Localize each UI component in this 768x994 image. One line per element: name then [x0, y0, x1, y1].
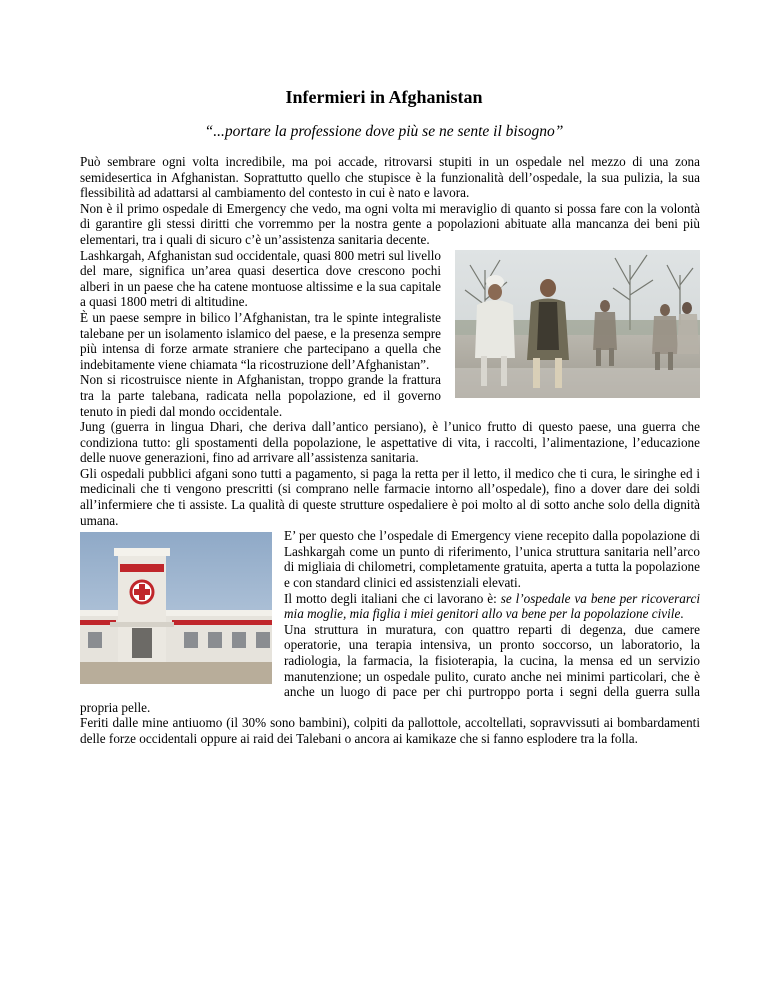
article-subtitle: “...portare la professione dove più se ne sente il bisogno” [204, 123, 564, 140]
paragraph-2: Non è il primo ospedale di Emergency che vedo, ma ogni volta mi meraviglio di quanto si possa fare con la volontà di garantire gli stessi diritti che vorremmo per la nostra gente a popolazioni abituate alla mancanza dei beni più elementari, tra i quali di sicuro c’è un’assistenza sanitaria decente. [80, 200, 700, 247]
photo-afghan-men-walking [455, 250, 700, 398]
paragraph-1: Può sembrare ogni volta incredibile, ma poi accade, ritrovarsi stupiti in un ospedale nel mezzo di una zona semidesertica in Afghanistan. Soprattutto quello che stupisce è la funzionalità dell’ospedale, la sua pulizia, la sua flessibilità ad adattarsi al cambiamento del contesto in cui è nato e lavora. [80, 154, 700, 201]
paragraph-3: Lashkargah, Afghanistan sud occidentale, quasi 800 metri sul livello del mare, significa un’area quasi desertica dove crescono pochi alberi in un paese che ha catene montuose altissime e la sua capitale a quasi 1800 metri di altitudine. [80, 247, 441, 310]
article-title: Infermieri in Afghanistan [285, 87, 483, 107]
motto-lead: Il motto degli italiani che ci lavorano è: [284, 590, 501, 606]
article-body [80, 154, 700, 747]
paragraph-4: È un paese sempre in bilico l’Afghanistan, tra le spinte integraliste talebane per un isolamento islamico del paese, e la presenza sempre più intensa di forze armate straniere che partecipano a quella che indebitamente viene chiamata “la ricostruzione dell’Afghanistan”. [80, 309, 441, 372]
paragraph-8: E’ per questo che l’ospedale di Emergency viene recepito dalla popolazione di Lashkargah come un punto di riferimento, l’unica struttura sanitaria nell’arco di migliaia di chilometri, completamente gratuita, aperta a tutta la popolazione e con standard clinici ed assistenziali elevati. [284, 528, 700, 591]
photo-emergency-hospital-building [80, 532, 272, 684]
paragraph-7: Gli ospedali pubblici afgani sono tutti a pagamento, si paga la retta per il letto, il medico che ti cura, le siringhe ed i medicinali che ti vengono prescritti (si comprano nelle farmacie intorno all’ospedale), fino a dover dare dei soldi all’infermiere che ti assiste. La qualità di queste strutture ospedaliere è poi molto al di sotto anche solo della dignità umana. [80, 465, 700, 528]
paragraph-10: Feriti dalle mine antiuomo (il 30% sono bambini), colpiti da pallottole, accoltellati, sopravvissuti ai bombardamenti delle forze occidentali oppure ai raid dei Talebani o ancora ai kamikaze che si fanno esplodere tra la folla. [80, 715, 700, 746]
motto-quote: se l’ospedale va bene per ricoverarci mia moglie, mia figlia i miei genitori allo va bene per la popolazione civile [284, 590, 700, 622]
paragraph-5: Non si ricostruisce niente in Afghanistan, troppo grande la frattura tra la parte talebana, radicata nella popolazione, ed il governo tenuto in piedi dal mondo occidentale. [80, 372, 441, 419]
motto-end: . [680, 606, 684, 622]
paragraph-6: Jung (guerra in lingua Dhari, che deriva dall’antico persiano), è l’unico frutto di questo paese, una guerra che condiziona tutto: gli spostamenti della popolazione, le aspettative di vita, i raccolti, l’alimentazione, l’educazione delle nuove generazioni, fino ad arrivare all’assistenza sanitaria. [80, 419, 700, 466]
paragraph-9: Una struttura in muratura, con quattro reparti di degenza, due camere operatorie, una terapia intensiva, un pronto soccorso, un laboratorio, la radiologia, la farmacia, la fisioterapia, la cucina, la mensa ed un servizio manutenzione; un ospedale pulito, curato anche nei minimi particolari, che è anche un luogo di pace per chi purtroppo porta i segni della guerra sulla propria pelle. [80, 621, 700, 715]
